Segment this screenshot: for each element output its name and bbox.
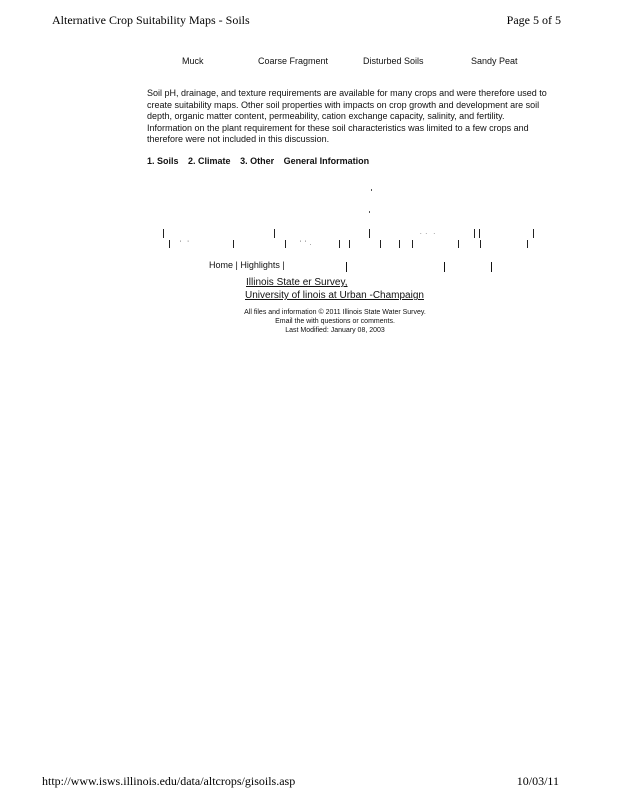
soil-link-muck[interactable]: Muck: [182, 56, 204, 66]
soil-link-coarse-fragment[interactable]: Coarse Fragment: [258, 56, 329, 66]
nav-separator: [444, 262, 445, 272]
home-highlights-links[interactable]: Home | Highlights |: [209, 260, 285, 270]
soil-link-sandy-peat[interactable]: Sandy Peat: [471, 56, 518, 66]
bottom-nav: [209, 260, 285, 270]
artifact-mark: [371, 189, 372, 191]
tab-climate[interactable]: 2. Climate: [188, 156, 231, 166]
soil-properties-paragraph: Soil pH, drainage, and texture requirements are available for many crops and were therefore used to create suitability maps. Other soil properties with impacts on crop growth and development are soil depth, organic matter content, permeability, cation exchange capacity, salinity, and fertility. Information on the plant requirement for these soil characteristics was limited to a few crops and therefore were not included in this discussion.: [147, 88, 547, 144]
email-contact-text: Email the with questions or comments.: [275, 318, 395, 325]
last-modified-text: Last Modified: January 08, 2003: [285, 327, 385, 334]
nav-separator: [491, 262, 492, 272]
tab-general-information[interactable]: General Information: [283, 156, 370, 166]
uiuc-link[interactable]: University of linois at Urban -Champaign: [245, 290, 424, 301]
tab-other[interactable]: 3. Other: [240, 156, 275, 166]
isws-link[interactable]: Illinois State er Survey,: [246, 277, 348, 288]
page-number: Page 5 of 5: [506, 13, 561, 27]
tab-soils[interactable]: 1. Soils: [147, 156, 179, 166]
section-tabs: [147, 156, 376, 166]
copyright-text: All files and information © 2011 Illinois State Water Survey.: [244, 309, 426, 316]
print-url: http://www.isws.illinois.edu/data/altcrops/gisoils.asp: [42, 774, 296, 788]
document-title: Alternative Crop Suitability Maps - Soils: [52, 13, 250, 27]
soil-link-disturbed-soils[interactable]: Disturbed Soils: [363, 56, 424, 66]
nav-separator: [346, 262, 347, 272]
page-footer: [200, 308, 470, 335]
print-date: 10/03/11: [516, 774, 559, 788]
artifact-mark: [369, 211, 370, 213]
